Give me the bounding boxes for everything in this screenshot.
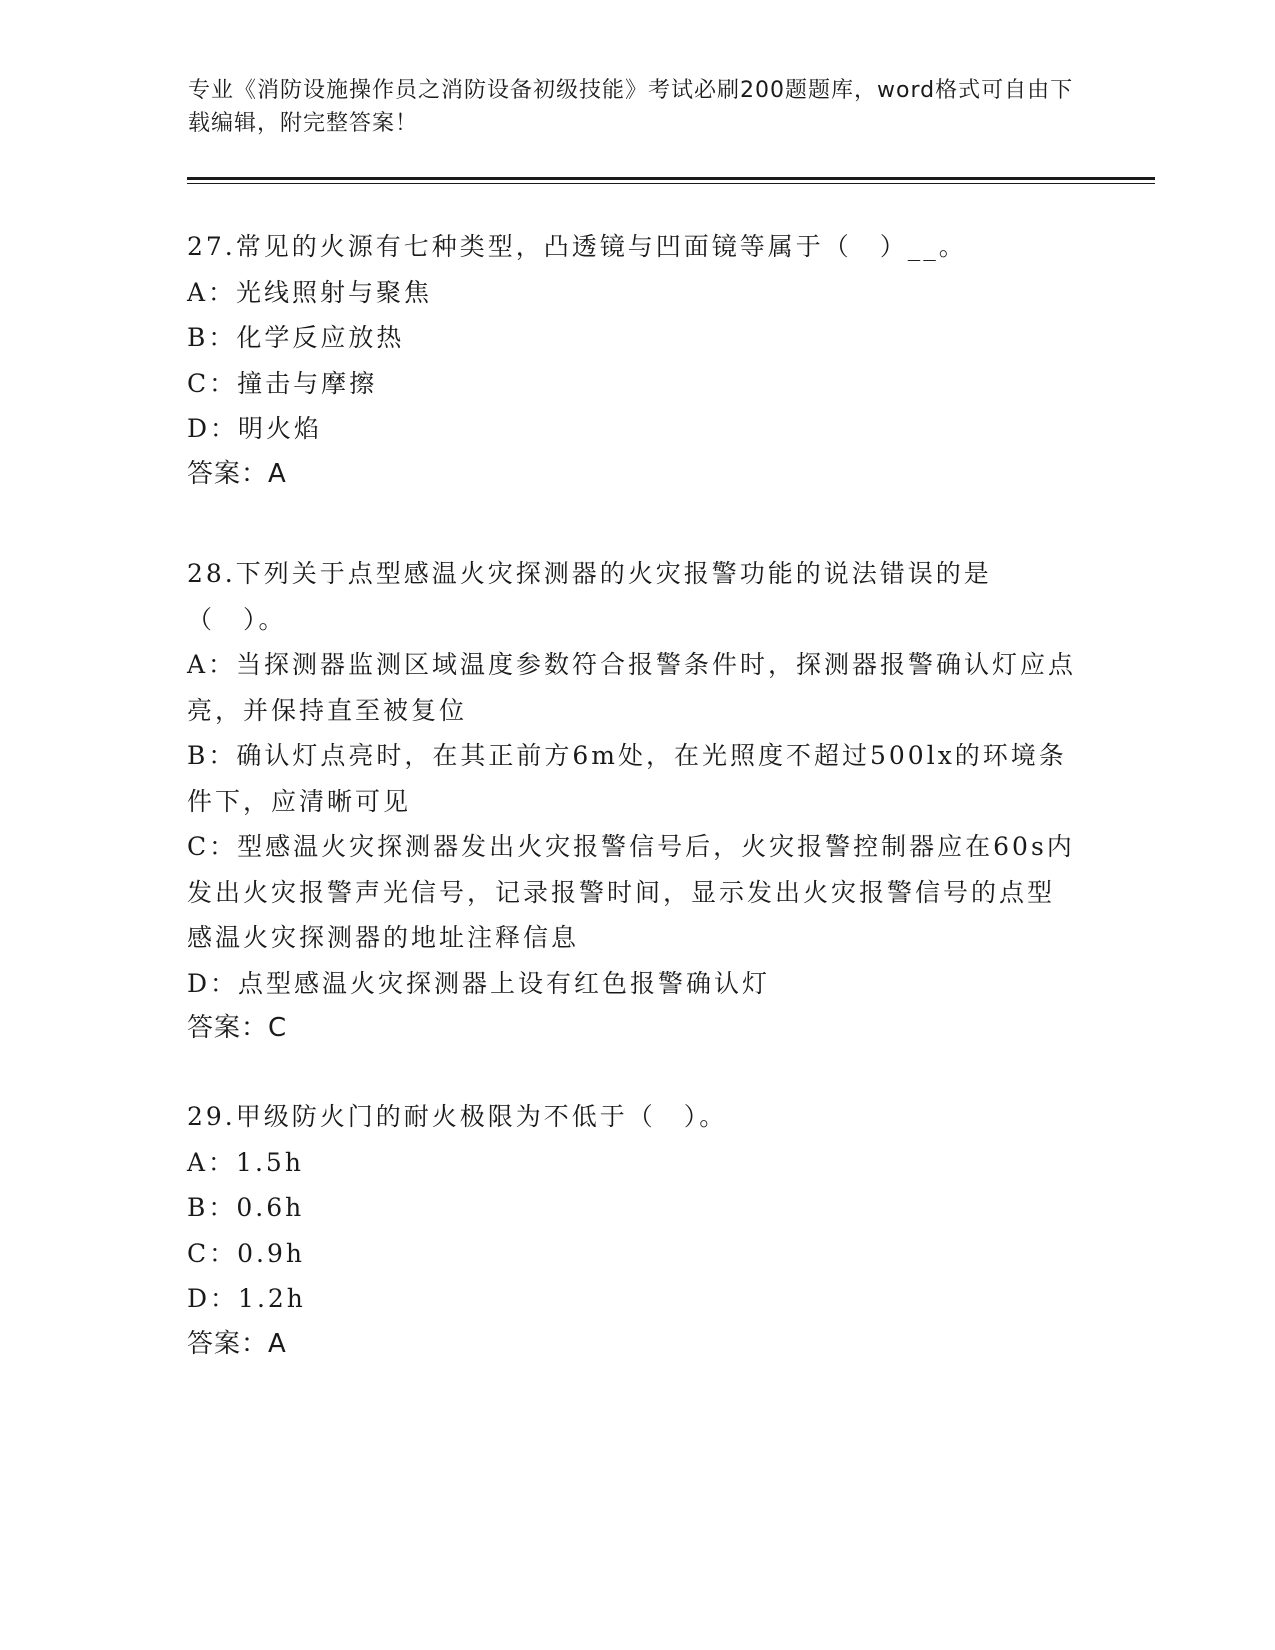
question-29 — [187, 1094, 1077, 1367]
option-b: B：0.6h — [187, 1193, 305, 1222]
answer-label: 答案：C — [187, 1013, 288, 1043]
answer-label: 答案：A — [187, 1328, 287, 1359]
option-c: C：型感温火灾探测器发出火灾报警信号后，火灾报警控制器应在60s内发出火灾报警声光信号，记录报警时间，显示发出火灾报警信号的点型感温火灾探测器的地址注释信息 — [187, 832, 1075, 952]
option-a: A：光线照射与聚焦 — [187, 277, 433, 307]
option-d: D：1.2h — [187, 1284, 306, 1313]
option-d: D：点型感温火灾探测器上设有红色报警确认灯 — [187, 968, 771, 998]
header-divider-thick — [187, 177, 1155, 180]
question-28 — [187, 551, 1077, 1052]
question-27 — [187, 224, 1077, 497]
option-c: C：撞击与摩擦 — [187, 368, 378, 398]
option-a: A：1.5h — [187, 1147, 304, 1177]
question-stem: 27.常见的火源有七种类型，凸透镜与凹面镜等属于（ ）__。 — [187, 232, 967, 261]
question-stem: 29.甲级防火门的耐火极限为不低于（ ）。 — [187, 1102, 728, 1131]
option-b: B：确认灯点亮时，在其正前方6m处，在光照度不超过500lx的环境条件下，应清晰可见 — [187, 741, 1067, 816]
question-stem: 28.下列关于点型感温火灾探测器的火灾报警功能的说法错误的是（ ）。 — [187, 559, 992, 634]
option-d: D：明火焰 — [187, 414, 323, 443]
answer-label: 答案：A — [187, 458, 287, 489]
header-divider-thin — [187, 183, 1155, 184]
option-a: A：当探测器监测区域温度参数符合报警条件时，探测器报警确认灯应点亮，并保持直至被复位 — [187, 650, 1077, 725]
option-b: B：化学反应放热 — [187, 323, 405, 352]
document-header: 专业《消防设施操作员之消防设备初级技能》考试必刷200题题库，word格式可自由下载编辑，附完整答案！ — [188, 78, 1074, 136]
option-c: C：0.9h — [187, 1238, 305, 1268]
